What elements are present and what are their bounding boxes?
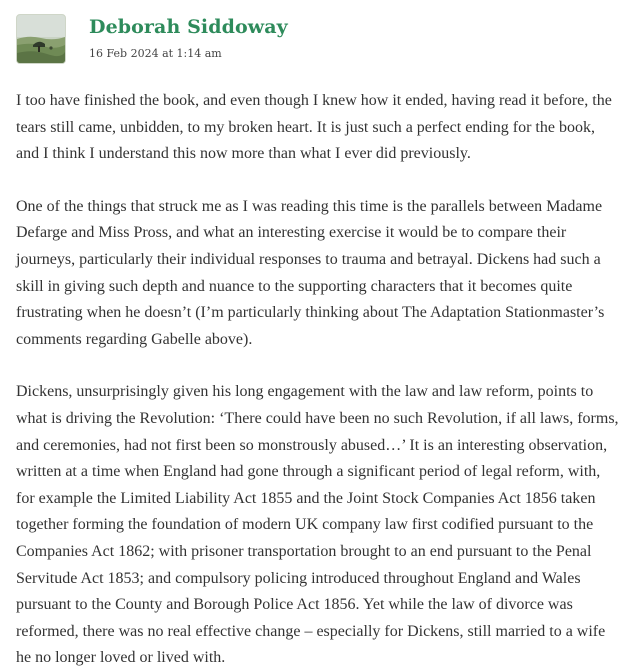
landscape-photo-avatar-icon [17, 15, 65, 63]
comment-paragraph: Dickens, unsurprisingly given his long engagement with the law and law reform, points to what is driving the Revolution: ‘There could have been no such Revolution, if all laws, forms, and ceremonies, had not first been so monstrously abused…’ It is an interesting observation, written at a time when England had gone through a significant period of legal reform, with, for example the Limited Liability Act 1855 and the Joint Stock Companies Act 1856 taken together forming the foundation of modern UK company law first codified pursuant to the Companies Act 1862; with prisoner transportation brought to an end pursuant to the Penal Servitude Act 1853; and compulsory policing introduced throughout England and Wales pursuant to the County and Borough Police Act 1856. Yet while the law of divorce was reformed, there was no real effective change – especially for Dickens, still married to a wife he no longer loved or lived with. [16, 383, 619, 667]
comment-paragraph: One of the things that struck me as I was reading this time is the parallels between Madame Defarge and Miss Pross, and what an interesting exercise it would be to compare their journeys, particularly their individual responses to trauma and betrayal. Dickens had such a skill in giving such depth and nuance to the supporting characters that it becomes quite frustrating when he doesn’t (I’m particularly thinking about The Adaptation Stationmaster’s comments regarding Gabelle above). [16, 197, 605, 348]
avatar[interactable] [16, 14, 66, 64]
comment-header [16, 14, 616, 66]
comment-paragraph: I too have finished the book, and even though I knew how it ended, having read it before, the tears still came, unbidden, to my broken heart. It is just such a perfect ending for the book, and I think I understand this now more than what I ever did previously. [16, 92, 612, 163]
comment-body [16, 88, 619, 671]
comment-date[interactable]: 16 Feb 2024 at 1:14 am [89, 47, 222, 60]
author-name[interactable]: Deborah Siddoway [89, 16, 288, 38]
